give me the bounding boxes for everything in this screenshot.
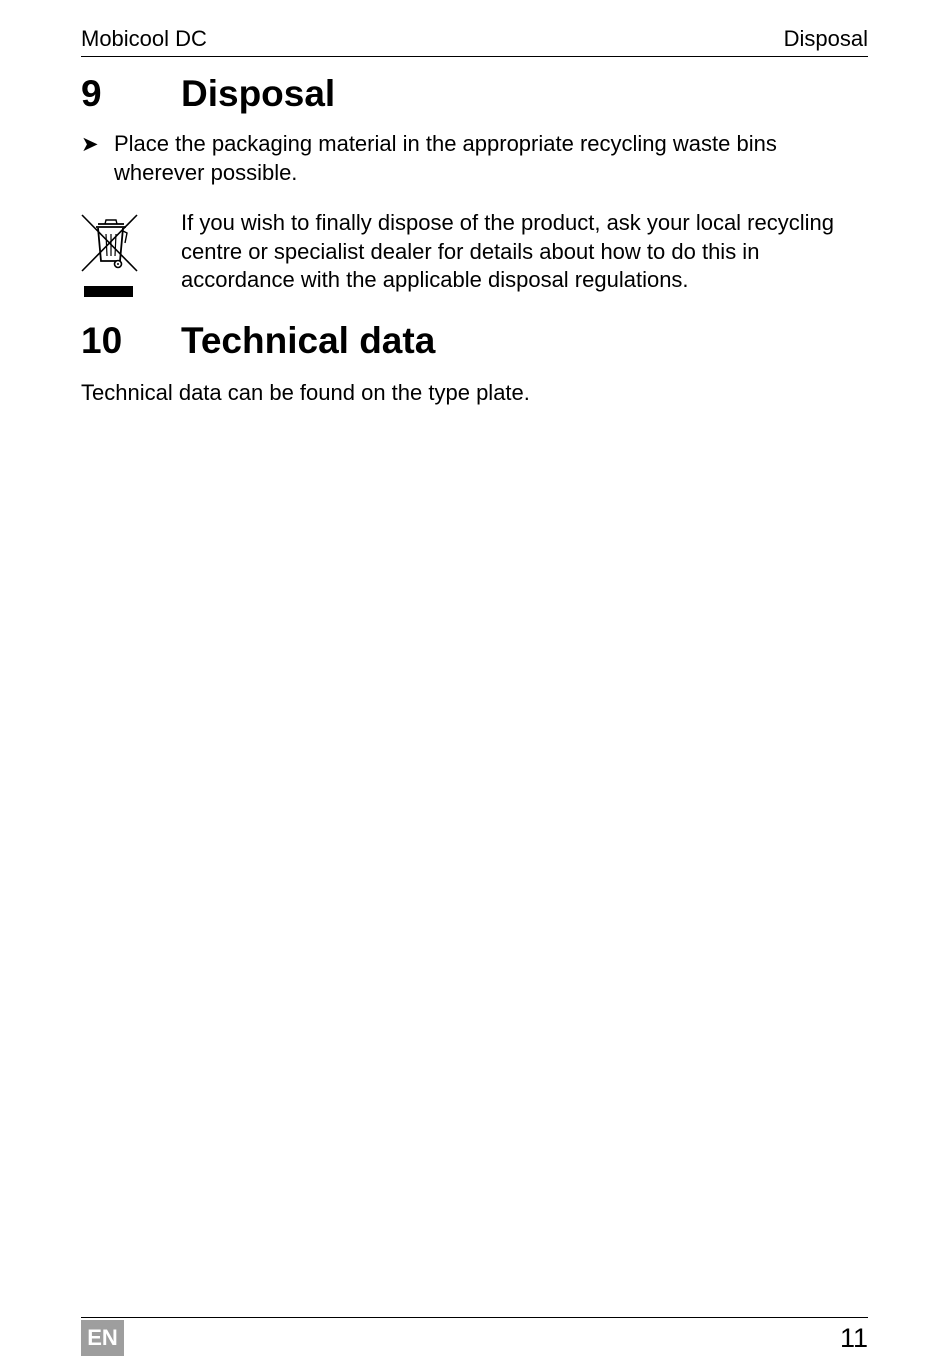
technical-data-text: Technical data can be found on the type plate. bbox=[81, 380, 530, 405]
step-text: Place the packaging material in the appropriate recycling waste bins wherever possible. bbox=[114, 131, 777, 185]
footer-divider bbox=[81, 1317, 868, 1318]
step-arrow-icon: ➤ bbox=[81, 133, 99, 156]
section-title: Disposal bbox=[181, 73, 336, 114]
section-number: 9 bbox=[81, 73, 102, 114]
section-title: Technical data bbox=[181, 320, 436, 361]
header-product-name: Mobicool DC bbox=[81, 26, 207, 51]
disposal-note-text: If you wish to finally dispose of the product, ask your local recycling centre or specialist dealer for details about how to do this in accordance with the applicable disposal regulations. bbox=[181, 210, 834, 292]
page-number: 11 bbox=[839, 1323, 868, 1353]
page-header bbox=[81, 24, 868, 57]
section-number: 10 bbox=[81, 320, 123, 361]
crossed-out-wheelie-bin-icon bbox=[80, 211, 140, 301]
header-chapter-name: Disposal bbox=[783, 26, 868, 51]
language-badge: EN bbox=[81, 1320, 124, 1356]
